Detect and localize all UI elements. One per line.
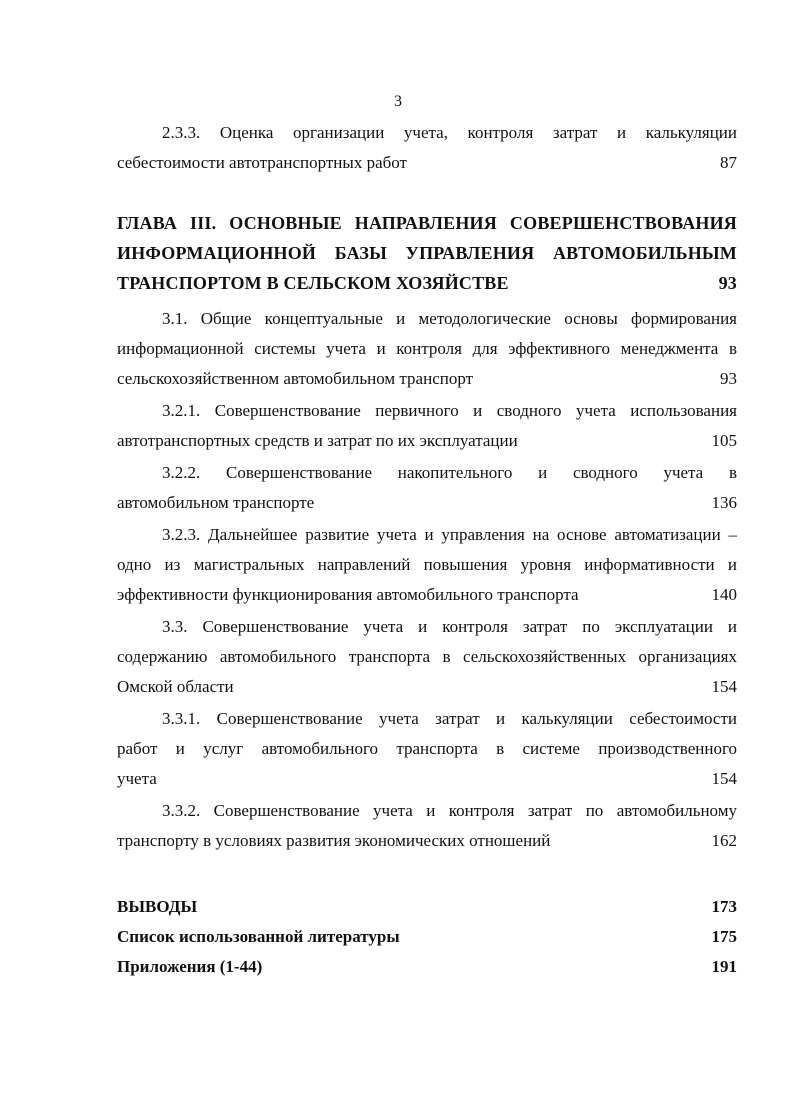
toc-entry-3-2-1 (117, 396, 737, 456)
toc-entry-line: 3.3. Совершенствование учета и контроля затрат по эксплуатации и (162, 617, 737, 636)
chapter-page: 93 (718, 273, 737, 293)
toc-entry-page: 140 (711, 585, 737, 604)
toc-entry-page: 162 (711, 831, 737, 850)
chapter-title-text: ТРАНСПОРТОМ В СЕЛЬСКОМ ХОЗЯЙСТВЕ (117, 273, 509, 293)
toc-entry-page: 105 (711, 431, 737, 450)
toc-entry-text: автотранспортных средств и затрат по их эксплуатации (117, 431, 518, 450)
toc-entry-text: ВЫВОДЫ (117, 897, 198, 916)
toc-entry-line: 3.2.1. Совершенствование первичного и сводного учета использования (162, 401, 737, 420)
toc-entry-line: 3.3.1. Совершенствование учета затрат и калькуляции себестоимости (162, 709, 737, 728)
toc-entry-line: 2.3.3. Оценка организации учета, контроля затрат и калькуляции (162, 123, 737, 142)
toc-bibliography (117, 922, 737, 952)
toc-entry-page: 154 (711, 677, 737, 696)
toc-entry-3-3-2 (117, 796, 737, 856)
toc-entry-line: содержанию автомобильного транспорта в сельскохозяйственных организациях (117, 647, 737, 666)
toc-entry-3-3 (117, 612, 737, 702)
toc-chapter-3 (117, 208, 737, 298)
toc-conclusions (117, 892, 737, 922)
toc-entry-3-3-1 (117, 704, 737, 794)
toc-entry-last-line (117, 826, 737, 856)
toc-entry-page: 154 (711, 769, 737, 788)
toc-entry-text: эффективности функционирования автомобильного транспорта (117, 585, 579, 604)
toc-entry-3-1 (117, 304, 737, 394)
toc-entry-line: 3.3.2. Совершенствование учета и контроля затрат по автомобильному (162, 801, 737, 820)
toc-entry-page: 136 (711, 493, 737, 512)
toc-entry-line: работ и услуг автомобильного транспорта в системе производственного (117, 739, 737, 758)
toc-entry-text: Омской области (117, 677, 234, 696)
toc-entry-text: учета (117, 769, 157, 788)
toc-entry-line: 3.1. Общие концептуальные и методологические основы формирования (162, 309, 737, 328)
toc-entry-text: Список использованной литературы (117, 927, 400, 946)
toc-entry-page: 175 (711, 927, 737, 946)
toc-entry-last-line (117, 148, 737, 178)
toc-entry-line: одно из магистральных направлений повышения уровня информативности и (117, 555, 737, 574)
chapter-title-line: ИНФОРМАЦИОННОЙ БАЗЫ УПРАВЛЕНИЯ АВТОМОБИЛЬНЫМ (117, 243, 737, 263)
page-number: 3 (394, 93, 402, 110)
toc-entry-line: 3.2.2. Совершенствование накопительного и сводного учета в (162, 463, 737, 482)
chapter-title-last-line (117, 268, 737, 298)
chapter-title-line: ГЛАВА III. ОСНОВНЫЕ НАПРАВЛЕНИЯ СОВЕРШЕНСТВОВАНИЯ (117, 213, 737, 233)
toc-entry-last-line (117, 364, 737, 394)
toc-entry-page: 87 (720, 153, 737, 172)
toc-appendices (117, 952, 737, 982)
toc-final-items (117, 892, 737, 982)
toc-entry-3-2-3 (117, 520, 737, 610)
toc-entry-text: сельскохозяйственном автомобильном транспорт (117, 369, 474, 388)
toc-entry-3-2-2 (117, 458, 737, 518)
toc-entry-last-line (117, 764, 737, 794)
toc-entry-last-line (117, 672, 737, 702)
toc-entry-last-line (117, 426, 737, 456)
toc-entry-2-3-3 (117, 118, 737, 178)
toc-entry-text: Приложения (1-44) (117, 957, 263, 976)
toc-entry-page: 173 (711, 897, 737, 916)
toc-entry-page: 93 (720, 369, 737, 388)
toc-entry-last-line (117, 580, 737, 610)
toc-entry-text: транспорту в условиях развития экономических отношений (117, 831, 551, 850)
toc-entry-page: 191 (711, 957, 737, 976)
toc-entry-line: 3.2.3. Дальнейшее развитие учета и управления на основе автоматизации – (162, 525, 737, 544)
toc-entry-text: автомобильном транспорте (117, 493, 315, 512)
toc-entry-text: себестоимости автотранспортных работ (117, 153, 407, 172)
table-of-contents (117, 118, 737, 982)
toc-entry-last-line (117, 488, 737, 518)
toc-entry-line: информационной системы учета и контроля для эффективного менеджмента в (117, 339, 737, 358)
